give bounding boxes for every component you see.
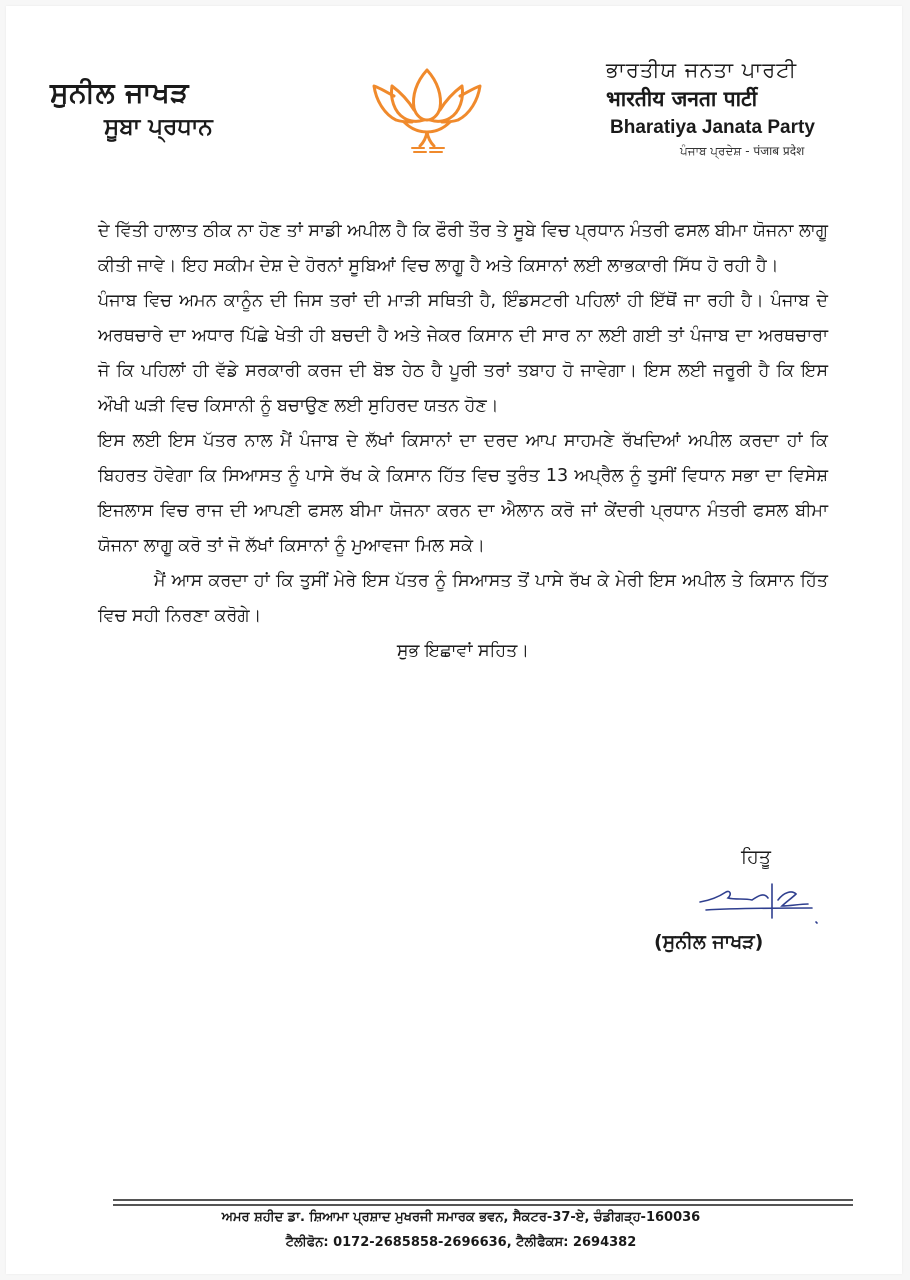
footer-divider <box>113 1199 853 1201</box>
party-name-english: Bharatiya Janata Party <box>610 117 815 138</box>
signature-stroke <box>816 922 817 923</box>
lotus-icon <box>368 60 486 156</box>
signed-name: (ਸੁਨੀਲ ਜਾਖੜ) <box>654 931 764 953</box>
body-paragraph: ਇਸ ਲਈ ਇਸ ਪੱਤਰ ਨਾਲ ਮੈਂ ਪੰਜਾਬ ਦੇ ਲੱਖਾਂ ਕਿਸਾਨਾਂ ਦਾ ਦਰਦ ਆਪ ਸਾਹਮਣੇ ਰੱਖਦਿਆਂ ਅਪੀਲ ਕਰਦਾ ਹਾਂ ਕਿ ਬਿਹਰਤ ਹੋਵੇਗਾ ਕਿ ਸਿਆਸਤ ਨੂੰ ਪਾਸੇ ਰੱਖ ਕੇ ਕਿਸਾਨ ਹਿੱਤ ਵਿਚ ਤੁਰੰਤ 13 ਅਪ੍ਰੈਲ ਨੂੰ ਤੁਸੀਂ ਵਿਧਾਨ ਸਭਾ ਦਾ ਵਿਸੇਸ਼ ਇਜਲਾਸ ਵਿਚ ਰਾਜ ਦੀ ਆਪਣੀ ਫਸਲ ਬੀਮਾ ਯੋਜਨਾ ਕਰਨ ਦਾ ਐਲਾਨ ਕਰੋ ਜਾਂ ਕੇਂਦਰੀ ਪ੍ਰਧਾਨ ਮੰਤਰੀ ਫਸਲ ਬੀਮਾ ਯੋਜਨਾ ਲਾਗੂ ਕਰੋ ਤਾਂ ਜੋ ਲੱਖਾਂ ਕਿਸਾਨਾਂ ਨੂੰ ਮੁਆਵਜਾ ਮਿਲ ਸਕੇ। <box>98 431 828 556</box>
signoff: ਹਿਤੂ <box>741 846 771 868</box>
party-header <box>606 56 846 159</box>
letter-page <box>6 6 902 1274</box>
signature-stroke <box>778 892 808 906</box>
lotus-water-lines <box>412 148 444 152</box>
body-paragraph: ਪੰਜਾਬ ਵਿਚ ਅਮਨ ਕਾਨੂੰਨ ਦੀ ਜਿਸ ਤਰਾਂ ਦੀ ਮਾੜੀ ਸਥਿਤੀ ਹੈ, ਇੰਡਸਟਰੀ ਪਹਿਲਾਂ ਹੀ ਇੱਥੋਂ ਜਾ ਰਹੀ ਹੈ। ਪੰਜਾਬ ਦੇ ਅਰਥਚਾਰੇ ਦਾ ਅਧਾਰ ਪਿੱਛੇ ਖੇਤੀ ਹੀ ਬਚਦੀ ਹੈ ਅਤੇ ਜੇਕਰ ਕਿਸਾਨ ਦੀ ਸਾਰ ਨਾ ਲਈ ਗਈ ਤਾਂ ਪੰਜਾਬ ਦਾ ਅਰਥਚਾਰਾ ਜੋ ਕਿ ਪਹਿਲਾਂ ਹੀ ਵੱਡੇ ਸਰਕਾਰੀ ਕਰਜ ਦੀ ਬੋਝ ਹੇਠ ਹੈ ਪੂਰੀ ਤਰਾਂ ਤਬਾਹ ਹੋ ਜਾਵੇਗਾ। ਇਸ ਲਈ ਜਰੂਰੀ ਹੈ ਕਿ ਇਸ ਔਖੀ ਘੜੀ ਵਿਚ ਕਿਸਾਨੀ ਨੂੰ ਬਚਾਉਣ ਲਈ ਸੁਹਿਰਦ ਯਤਨ ਹੋਣ। <box>98 291 828 416</box>
sender-role: ਸੂਬਾ ਪ੍ਰਧਾਨ <box>104 114 213 140</box>
closing-greeting: ਸੁਭ ਇਛਾਵਾਂ ਸਹਿਤ। <box>396 641 530 661</box>
letter-body <box>98 214 828 669</box>
signature-icon <box>696 878 826 928</box>
signature-stroke <box>706 908 812 910</box>
party-name-hindi: भारतीय जनता पार्टी <box>606 87 758 111</box>
footer-address: ਅਮਰ ਸ਼ਹੀਦ ਡਾ. ਸ਼ਿਆਮਾ ਪ੍ਰਸ਼ਾਦ ਮੁਖਰਜੀ ਸਮਾਰਕ ਭਵਨ, ਸੈਕਟਰ-37-ਏ, ਚੰਡੀਗੜ੍ਹ-160036 <box>221 1210 701 1225</box>
party-name-gurmukhi: ਭਾਰਤੀਯ ਜਨਤਾ ਪਾਰਟੀ <box>606 58 798 82</box>
body-paragraph: ਦੇ ਵਿੱਤੀ ਹਾਲਾਤ ਠੀਕ ਨਾ ਹੋਣ ਤਾਂ ਸਾਡੀ ਅਪੀਲ ਹੈ ਕਿ ਫੌਰੀ ਤੌਰ ਤੇ ਸੂਬੇ ਵਿਚ ਪ੍ਰਧਾਨ ਮੰਤਰੀ ਫਸਲ ਬੀਮਾ ਯੋਜਨਾ ਲਾਗੂ ਕੀਤੀ ਜਾਵੇ। ਇਹ ਸਕੀਮ ਦੇਸ਼ ਦੇ ਹੋਰਨਾਂ ਸੂਬਿਆਂ ਵਿਚ ਲਾਗੂ ਹੈ ਅਤੇ ਕਿਸਾਨਾਂ ਲਈ ਲਾਭਕਾਰੀ ਸਿੱਧ ਹੋ ਰਹੀ ਹੈ। <box>98 221 828 276</box>
footer-divider <box>113 1204 853 1206</box>
sender-name: ਸੁਨੀਲ ਜਾਖੜ <box>50 76 190 109</box>
body-paragraph: ਮੈਂ ਆਸ ਕਰਦਾ ਹਾਂ ਕਿ ਤੁਸੀਂ ਮੇਰੇ ਇਸ ਪੱਤਰ ਨੂੰ ਸਿਆਸਤ ਤੋਂ ਪਾਸੇ ਰੱਖ ਕੇ ਮੇਰੀ ਇਸ ਅਪੀਲ ਤੇ ਕਿਸਾਨ ਹਿੱਤ ਵਿਚ ਸਹੀ ਨਿਰਣਾ ਕਰੋਗੇ। <box>98 571 828 626</box>
state-unit: ਪੰਜਾਬ ਪ੍ਰਦੇਸ਼ - पंजाब प्रदेश <box>680 144 805 158</box>
sender-header <box>50 76 213 140</box>
lotus-base <box>404 122 450 132</box>
signature-stroke <box>700 891 768 902</box>
footer-contact: ਟੈਲੀਫੋਨ: 0172-2685858-2696636, ਟੈਲੀਫੈਕਸ: 2694382 <box>285 1235 637 1250</box>
lotus-stem <box>420 132 434 146</box>
lotus-center-petal <box>414 70 441 120</box>
